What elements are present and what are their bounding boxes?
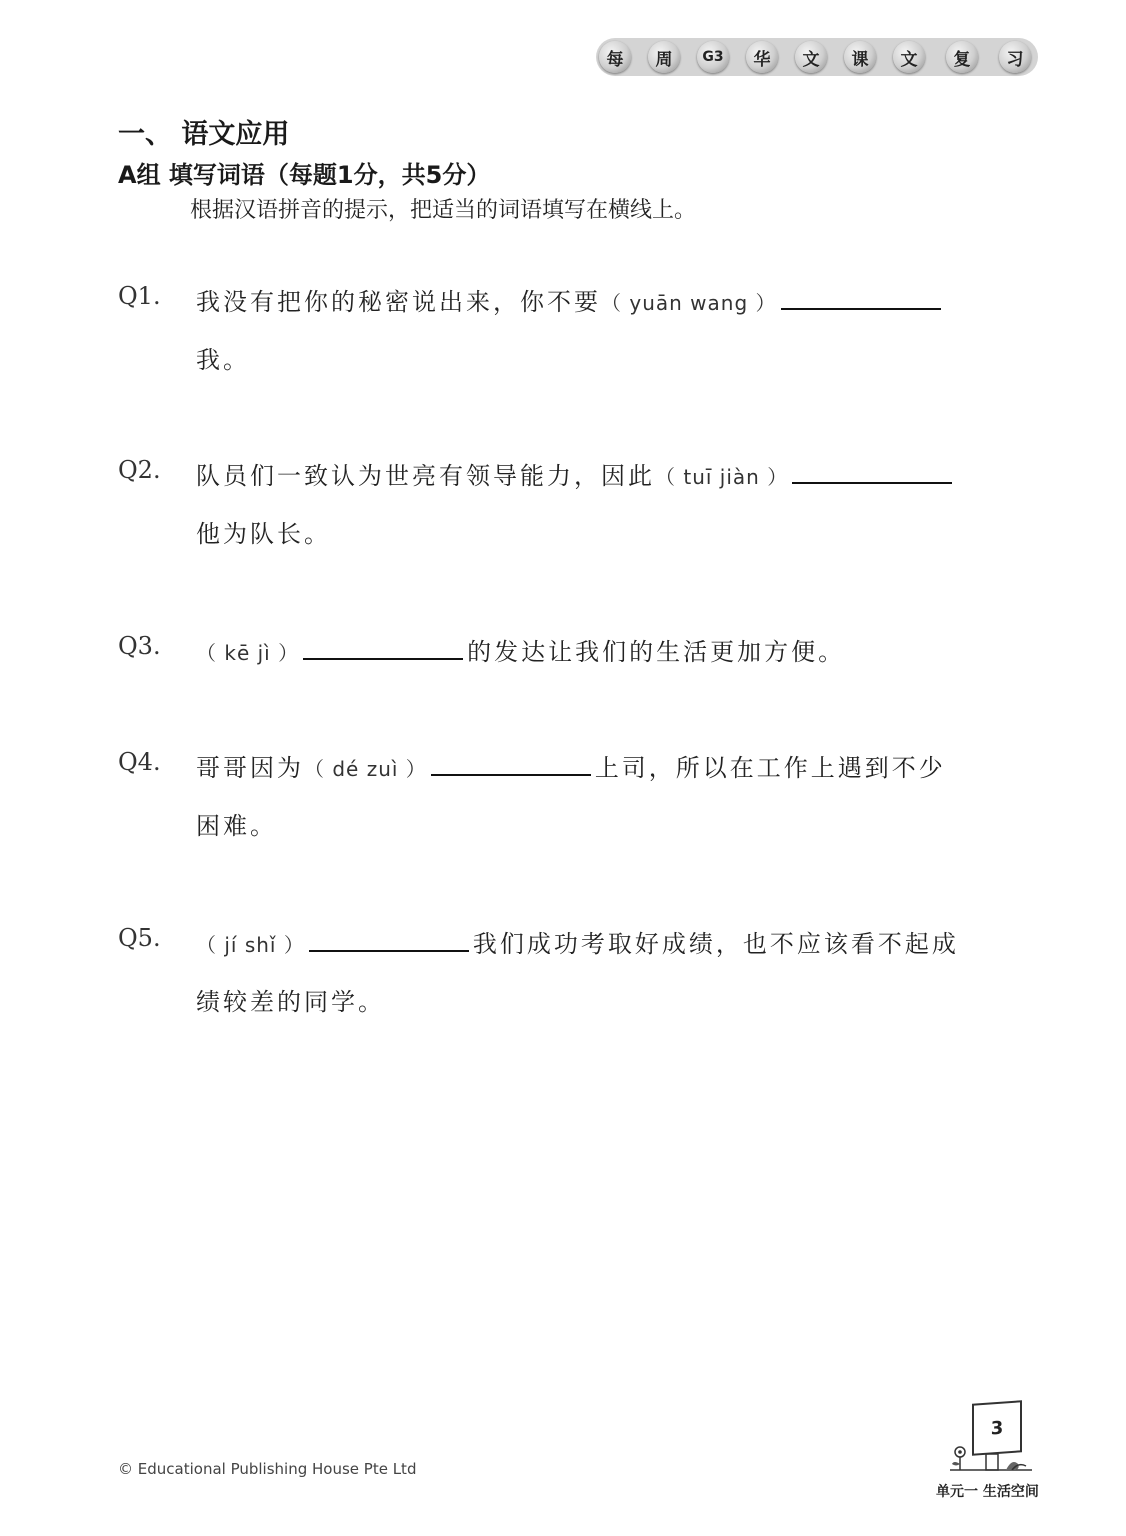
question-number: Q3. bbox=[118, 632, 161, 660]
question-text-continued: 困难。 bbox=[196, 812, 277, 840]
answer-blank[interactable] bbox=[309, 932, 469, 952]
pinyin-hint: （ kē jì ） bbox=[196, 641, 300, 665]
flower-pot-icon bbox=[946, 1440, 1036, 1476]
question-text: 我们成功考取好成绩，也不应该看不起成 bbox=[472, 930, 959, 958]
page-number: 3 bbox=[972, 1400, 1022, 1455]
series-char: 文 bbox=[795, 41, 827, 73]
answer-blank[interactable] bbox=[792, 464, 952, 484]
question-text-continued: 我。 bbox=[196, 346, 250, 374]
answer-blank[interactable] bbox=[781, 290, 941, 310]
instruction-text: 根据汉语拼音的提示，把适当的词语填写在横线上。 bbox=[190, 198, 697, 223]
unit-label: 单元一 生活空间 bbox=[936, 1484, 1039, 1500]
series-title-banner bbox=[596, 38, 1038, 76]
series-char: 复 bbox=[946, 41, 978, 73]
question-text-continued: 他为队长。 bbox=[196, 520, 331, 548]
series-char: 周 bbox=[648, 41, 680, 73]
question-text-continued: 绩较差的同学。 bbox=[196, 988, 385, 1016]
answer-blank[interactable] bbox=[303, 640, 463, 660]
copyright-notice: © Educational Publishing House Pte Ltd bbox=[118, 1460, 417, 1478]
series-char: 华 bbox=[746, 41, 778, 73]
question-number: Q2. bbox=[118, 456, 161, 484]
question-text: 上司，所以在工作上遇到不少 bbox=[594, 754, 946, 782]
question-text: 我没有把你的秘密说出来，你不要 bbox=[196, 288, 601, 316]
question-number: Q5. bbox=[118, 924, 161, 952]
series-char: 每 bbox=[599, 41, 631, 73]
question-text: 的发达让我们的生活更加方便。 bbox=[467, 638, 846, 666]
pinyin-hint: （ yuān wang ） bbox=[601, 291, 777, 315]
series-char: G3 bbox=[697, 41, 729, 73]
group-title: A组 填写词语（每题1分，共5分） bbox=[118, 161, 491, 189]
answer-blank[interactable] bbox=[431, 756, 591, 776]
series-char: 文 bbox=[893, 41, 925, 73]
series-char: 课 bbox=[844, 41, 876, 73]
question-number: Q1. bbox=[118, 282, 161, 310]
section-title: 一、 语文应用 bbox=[118, 119, 290, 150]
pinyin-hint: （ tuī jiàn ） bbox=[655, 465, 789, 489]
question-number: Q4. bbox=[118, 748, 161, 776]
pinyin-hint: （ dé zuì ） bbox=[304, 757, 427, 781]
question-text: 哥哥因为 bbox=[196, 754, 304, 782]
series-char: 习 bbox=[999, 41, 1031, 73]
pinyin-hint: （ jí shǐ ） bbox=[196, 933, 305, 957]
question-text: 队员们一致认为世亮有领导能力，因此 bbox=[196, 462, 655, 490]
